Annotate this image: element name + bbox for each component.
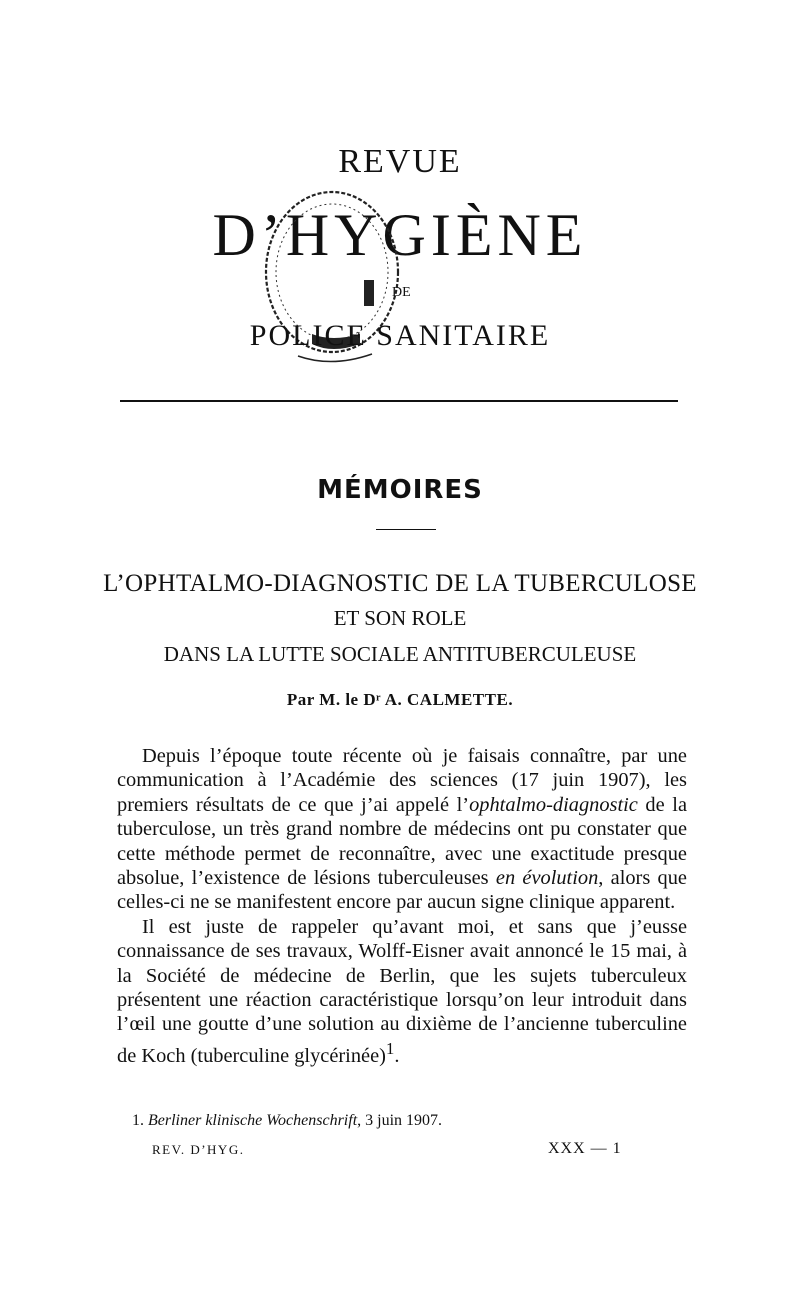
term-ophtalmo-diagnostic: ophtalmo-diagnostic <box>469 793 638 816</box>
article-body <box>117 744 687 1068</box>
article-title-line1: L’OPHTALMO-DIAGNOSTIC DE LA TUBERCULOSE <box>103 570 697 597</box>
paragraph-1 <box>117 744 687 915</box>
paragraph-2-text: Il est juste de rappeler qu’avant moi, et sans que j’eusse connaissance de ses travaux, Wolff-Eisner avait annoncé le 15 mai, à la Société de médecine de Berlin, que les sujets tuberculeux présentent une réaction caractéristique lorsqu’on leur introduit dans l’œil une goutte d’une solution au dixième de l’ancienne tuberculine de Koch (tuberculine glycérinée) <box>117 915 687 1067</box>
paragraph-1-text-c: , alors que celles-ci ne se manifestent encore par aucun signe clinique apparent. <box>117 867 687 914</box>
journal-title-hygiene: D’HYGIÈNE <box>212 202 588 268</box>
footnote-date: , 3 juin 1907. <box>357 1112 443 1129</box>
header-divider <box>120 400 678 402</box>
footnote-marker: 1 <box>385 1038 395 1058</box>
footnote <box>132 1110 692 1132</box>
section-divider <box>376 529 436 530</box>
footnote-source: Berliner klinische Wochenschrift <box>148 1112 358 1129</box>
paragraph-1-text-b: de la tuberculose, un très grand nombre de médecins ont pu constater que cette méthode permet de reconnaître, avec une exactitude presque absolue, l’existence de lésions tuberculeuses <box>117 793 687 890</box>
paragraph-2-end: . <box>394 1044 400 1067</box>
footnote-number: 1. <box>132 1112 144 1129</box>
term-en-evolution: en évolution <box>495 867 599 890</box>
article-title-line3: DANS LA LUTTE SOCIALE ANTITUBERCULEUSE <box>163 642 637 666</box>
section-heading: MÉMOIRES <box>317 475 483 505</box>
article-title-line2: ET SON ROLE <box>333 606 467 630</box>
article-byline: Par M. le Dʳ A. CALMETTE. <box>286 690 514 709</box>
paragraph-2 <box>117 915 687 1068</box>
journal-title-de: DE <box>392 285 411 300</box>
journal-title-revue: REVUE <box>338 143 462 180</box>
running-footer-signature: XXX — 1 <box>548 1140 622 1157</box>
running-footer-title: REV. D’HYG. <box>152 1142 245 1157</box>
journal-title-police-sanitaire: POLICE SANITAIRE <box>249 319 551 352</box>
paragraph-1-text-a: Depuis l’époque toute récente où je faisais connaître, par une communication à l’Académie des sciences (17 juin 1907), les premiers résultats de ce que j’ai appelé l’ <box>117 745 687 816</box>
